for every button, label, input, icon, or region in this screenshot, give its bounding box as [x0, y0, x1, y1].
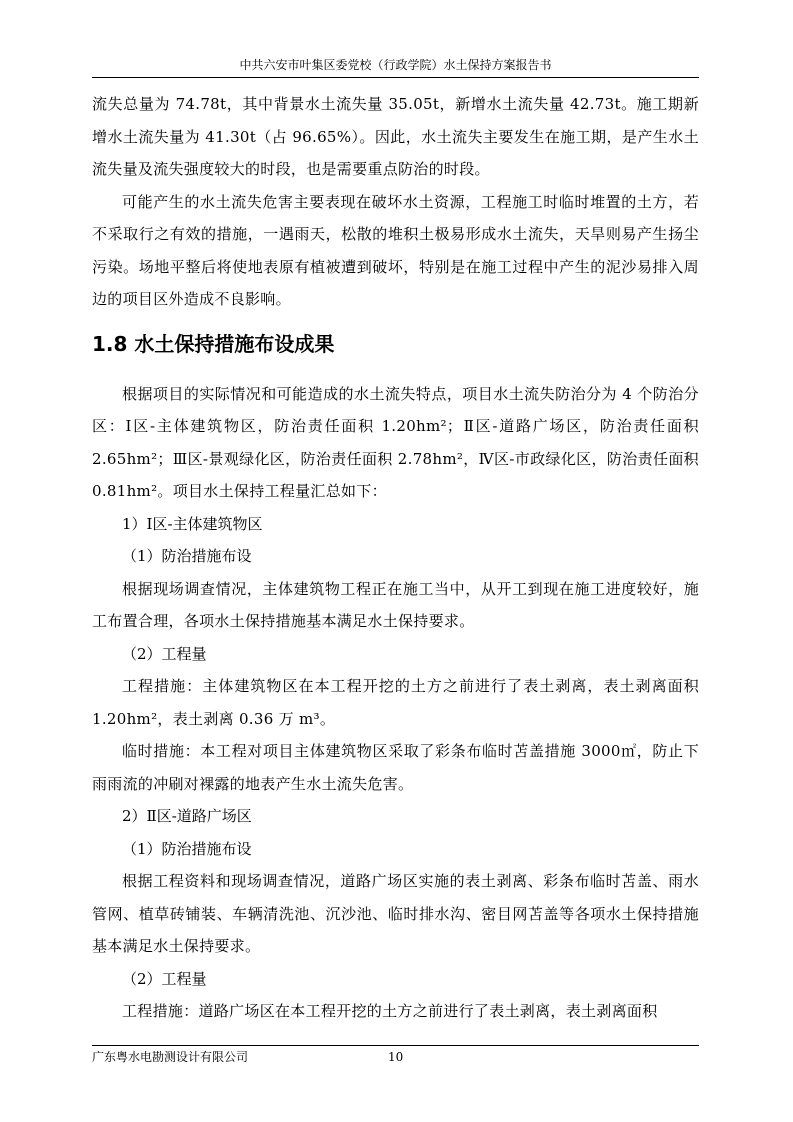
paragraph-erosion-hazard: 可能产生的水土流失危害主要表现在破坏水土资源，工程施工时临时堆置的土方，若不采取行之有效的措施，一遇雨天，松散的堆积土极易形成水土流失，天旱则易产生扬尘污染。场地平整后将使地表原有植被遭到破坏，特别是在施工过程中产生的泥沙易排入周边的项目区外造成不良影响。 — [92, 192, 699, 308]
document-body — [92, 88, 699, 1028]
header-rule — [92, 77, 699, 78]
paragraph-zone-1-engineering: 工程措施：主体建筑物区在本工程开挖的土方之前进行了表土剥离，表土剥离面积 1.20hm²，表土剥离 0.36 万 m³。 — [92, 677, 699, 728]
page-number: 10 — [388, 1050, 404, 1064]
paragraph-zone-1-temporary: 临时措施：本工程对项目主体建筑物区采取了彩条布临时苫盖措施 3000㎡，防止下雨雨流的冲刷对裸露的地表产生水土流失危害。 — [92, 742, 699, 793]
paragraph-zones: 根据项目的实际情况和可能造成的水土流失特点，项目水土流失防治分为 4 个防治分区：Ⅰ区-主体建筑物区，防治责任面积 1.20hm²；Ⅱ区-道路广场区，防治责任面积 2.65hm²；Ⅲ区-景观绿化区，防治责任面积 2.78hm²，Ⅳ区-市政绿化区，防治责任面积 0.81hm²。项目水土保持工程量汇总如下： — [92, 384, 699, 500]
paragraph-zone-2-engineering: 工程措施：道路广场区在本工程开挖的土方之前进行了表土剥离，表土剥离面积 — [122, 1002, 658, 1020]
footer-company: 广东粤水电勘测设计有限公司 — [92, 1050, 249, 1064]
footer-rule — [92, 1045, 699, 1046]
subheading-quantities-2: （2）工程量 — [122, 969, 207, 988]
paragraph-erosion-total: 流失总量为 74.78t，其中背景水土流失量 35.05t，新增水土流失量 42.73t。施工期新增水土流失量为 41.30t（占 96.65%）。因此，水土流失主要发生在施工期，是产生水土流失量及流失强度较大的时段，也是需要重点防治的时段。 — [92, 95, 699, 178]
subheading-quantities-1: （2）工程量 — [122, 644, 207, 663]
paragraph-zone-2-survey: 根据工程资料和现场调查情况，道路广场区实施的表土剥离、彩条布临时苫盖、雨水管网、植草砖铺装、车辆清洗池、沉沙池、临时排水沟、密目网苫盖等各项水土保持措施基本满足水土保持要求。 — [92, 872, 699, 955]
list-item-zone-1: 1）Ⅰ区-主体建筑物区 — [122, 514, 263, 533]
subheading-measures-layout-1: （1）防治措施布设 — [122, 547, 252, 565]
paragraph-zone-1-survey: 根据现场调查情况，主体建筑物工程正在施工当中，从开工到现在施工进度较好，施工布置合理，各项水土保持措施基本满足水土保持要求。 — [92, 579, 699, 630]
subheading-measures-layout-2: （1）防治措施布设 — [122, 839, 252, 858]
section-heading: 1.8 水土保持措施布设成果 — [92, 331, 335, 356]
page-header: 中共六安市叶集区委党校（行政学院）水土保持方案报告书 — [239, 58, 552, 72]
list-item-zone-2: 2）Ⅱ区-道路广场区 — [122, 807, 252, 825]
